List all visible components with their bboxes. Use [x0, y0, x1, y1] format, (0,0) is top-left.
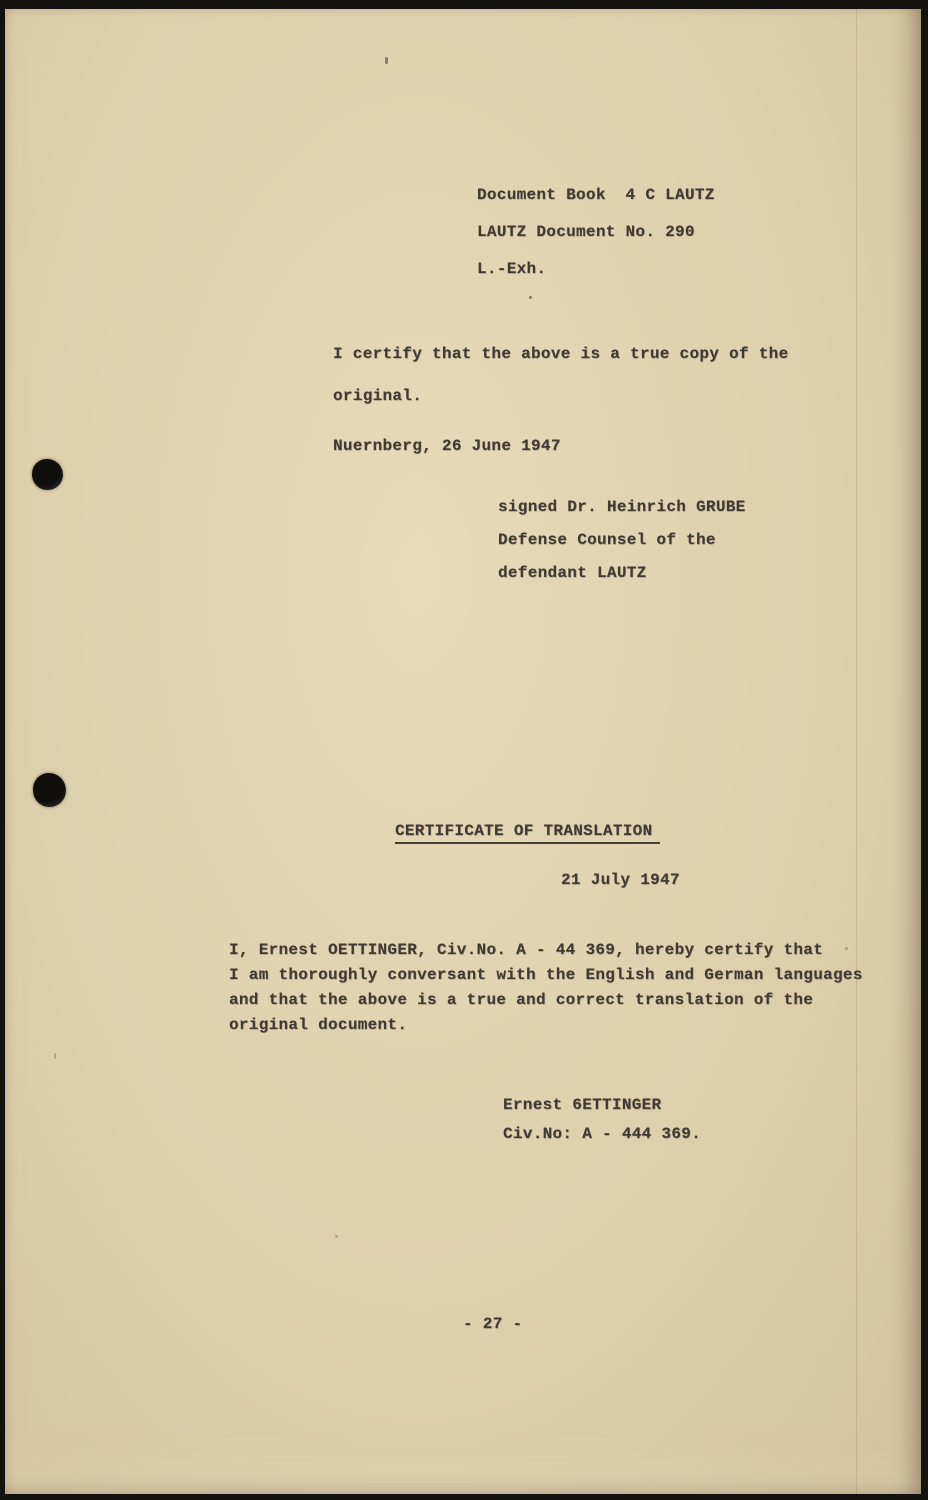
header-line-book: Document Book 4 C LAUTZ — [477, 186, 715, 204]
translation-certificate-body — [229, 938, 863, 1038]
copy-certification — [333, 333, 788, 417]
punch-hole-bottom — [33, 773, 66, 807]
paper-speck — [529, 296, 532, 299]
translator-civ-no: Civ.No: A - 444 369. — [503, 1125, 702, 1143]
paper-speck — [335, 1235, 338, 1238]
body-line-3: and that the above is a true and correct translation of the — [229, 991, 814, 1009]
document-header — [477, 177, 715, 288]
certify-line-1: I certify that the above is a true copy of the — [333, 345, 789, 363]
certify-line-2: original. — [333, 387, 423, 405]
translation-certificate-title: CERTIFICATE OF TRANSLATION — [395, 819, 660, 844]
body-line-4: original document. — [229, 1016, 408, 1034]
signature-role-2: defendant LAUTZ — [498, 564, 647, 582]
punch-hole-top — [32, 459, 63, 490]
translator-signature — [503, 1091, 701, 1149]
page-number: - 27 - — [463, 1315, 523, 1333]
paper-speck — [385, 57, 388, 64]
defense-counsel-signature — [498, 491, 746, 590]
body-line-1: I, Ernest OETTINGER, Civ.No. A - 44 369, hereby certify that — [229, 941, 824, 959]
translation-certificate-date: 21 July 1947 — [561, 871, 680, 889]
paper-sheet — [5, 9, 921, 1494]
signature-role-1: Defense Counsel of the — [498, 531, 716, 549]
signature-name: signed Dr. Heinrich GRUBE — [498, 498, 746, 516]
paper-speck — [54, 1053, 56, 1059]
translator-name: Ernest 6ETTINGER — [503, 1096, 662, 1114]
header-line-exhibit: L.-Exh. — [477, 260, 547, 278]
header-line-docno: LAUTZ Document No. 290 — [477, 223, 695, 241]
paper-speck — [845, 947, 848, 950]
place-date-line: Nuernberg, 26 June 1947 — [333, 437, 561, 455]
body-line-2: I am thoroughly conversant with the English and German languages — [229, 966, 863, 984]
